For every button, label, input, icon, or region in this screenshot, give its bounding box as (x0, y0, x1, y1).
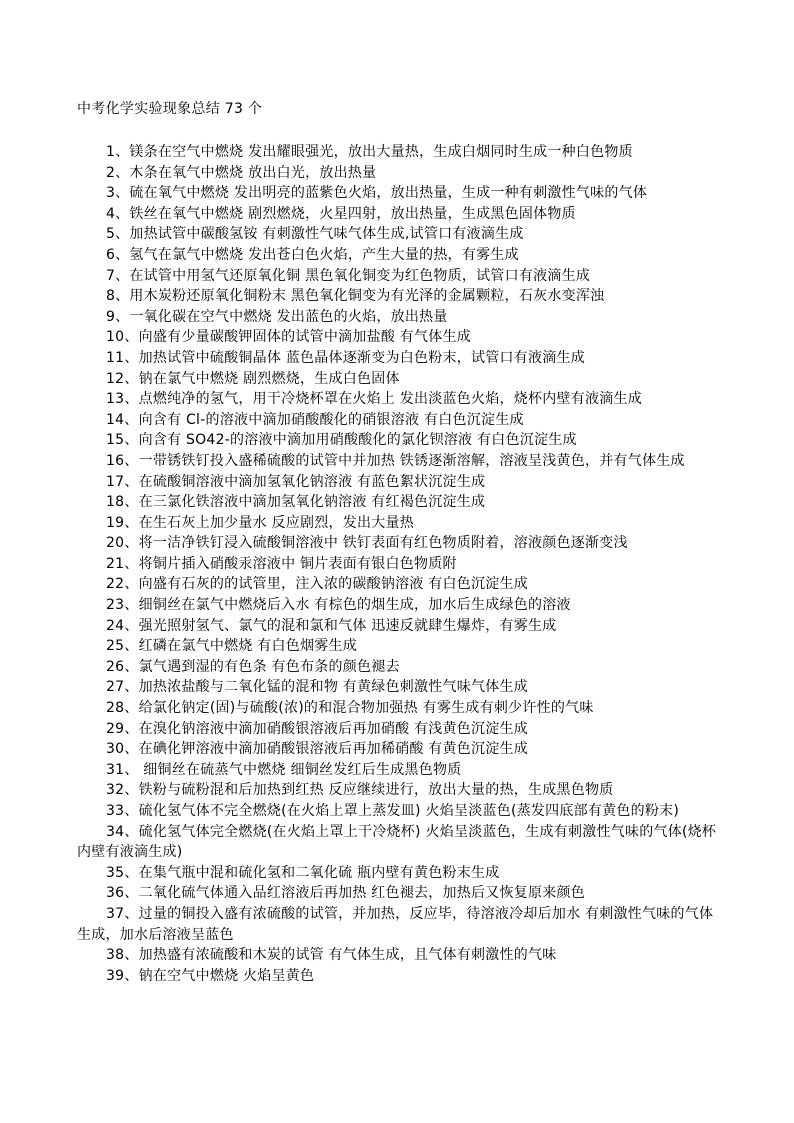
list-item (77, 801, 717, 822)
experiment-list (77, 142, 717, 986)
item-text: 强光照射氢气、氯气的混和氯和气体 迅速反就肆生爆炸，有雾生成 (138, 617, 557, 634)
list-item (77, 327, 717, 348)
item-number: 11、 (106, 349, 139, 366)
list-item (77, 595, 717, 616)
item-number: 28、 (106, 700, 139, 717)
item-text: 在溴化钠溶液中滴加硝酸银溶液后再加硝酸 有浅黄色沉淀生成 (138, 720, 529, 737)
item-text: 加热试管中碳酸氢铵 有刺激性气味气体生成,试管口有液滴生成 (129, 226, 524, 243)
item-number: 15、 (106, 432, 139, 449)
item-number: 8、 (106, 288, 130, 305)
item-text: 用木炭粉还原氧化铜粉末 黑色氧化铜变为有光泽的金属颗粒，石灰水变浑浊 (129, 288, 605, 305)
list-item (77, 616, 717, 637)
item-number: 19、 (106, 514, 139, 531)
item-text: 钠在空气中燃烧 火焰呈黄色 (138, 967, 315, 984)
item-number: 30、 (106, 741, 139, 758)
item-number: 14、 (106, 411, 139, 428)
item-number: 6、 (106, 246, 130, 263)
item-text: 细铜丝在硫蒸气中燃烧 细铜丝发红后生成黑色物质 (138, 761, 462, 778)
item-number: 22、 (106, 576, 139, 593)
item-text: 在集气瓶中混和硫化氢和二氧化硫 瓶内壁有黄色粉末生成 (138, 864, 500, 881)
item-text: 在三氯化铁溶液中滴加氢氧化钠溶液 有红褐色沉淀生成 (138, 494, 486, 511)
list-item (77, 677, 717, 698)
item-number: 13、 (106, 391, 139, 408)
item-number: 39、 (106, 967, 139, 984)
item-text: 铁丝在氧气中燃烧 剧烈燃烧，火星四射，放出热量，生成黑色固体物质 (129, 205, 576, 222)
list-item (77, 945, 717, 966)
item-number: 12、 (106, 370, 139, 387)
list-item (77, 554, 717, 575)
item-text: 在碘化钾溶液中滴加硝酸银溶液后再加稀硝酸 有黄色沉淀生成 (138, 741, 529, 758)
list-item (77, 780, 717, 801)
item-text: 在硫酸铜溶液中滴加氢氧化钠溶液 有蓝色絮状沉淀生成 (138, 473, 486, 490)
list-item (77, 904, 717, 945)
item-number: 9、 (106, 308, 130, 325)
item-number: 2、 (106, 164, 130, 181)
list-item (77, 451, 717, 472)
item-number: 27、 (106, 679, 139, 696)
list-item (77, 410, 717, 431)
list-item (77, 574, 717, 595)
item-number: 5、 (106, 226, 130, 243)
item-text: 红磷在氯气中燃烧 有白色烟雾生成 (138, 638, 358, 655)
item-number: 24、 (106, 617, 139, 634)
item-number: 38、 (106, 947, 139, 964)
item-number: 25、 (106, 638, 139, 655)
item-text: 向盛有石灰的的试管里，注入浓的碳酸钠溶液 有白色沉淀生成 (138, 576, 529, 593)
item-text: 向含有 Cl-的溶液中滴加硝酸酸化的硝银溶液 有白色沉淀生成 (138, 411, 524, 428)
list-item (77, 348, 717, 369)
list-item (77, 245, 717, 266)
item-text: 一带锈铁钉投入盛稀硫酸的试管中并加热 铁锈逐渐溶解，溶液呈浅黄色，并有气体生成 (138, 452, 685, 469)
item-number: 21、 (106, 555, 139, 572)
list-item (77, 183, 717, 204)
list-item (77, 224, 717, 245)
list-item (77, 513, 717, 534)
list-item (77, 286, 717, 307)
list-item (77, 636, 717, 657)
item-text: 加热试管中硫酸铜晶体 蓝色晶体逐渐变为白色粉末，试管口有液滴生成 (138, 349, 586, 366)
item-text: 加热盛有浓硫酸和木炭的试管 有气体生成，且气体有刺激性的气味 (138, 947, 557, 964)
item-number: 10、 (106, 329, 139, 346)
item-text: 加热浓盐酸与二氧化锰的混和物 有黄绿色刺激性气味气体生成 (138, 679, 529, 696)
list-item (77, 163, 717, 184)
item-text: 镁条在空气中燃烧 发出耀眼强光，放出大量热，生成白烟同时生成一种白色物质 (129, 144, 633, 160)
item-number: 20、 (106, 535, 139, 552)
list-item (77, 204, 717, 225)
item-text: 给氯化钠定(固)与硫酸(浓)的和混合物加强热 有雾生成有刺少许性的气味 (138, 700, 594, 717)
item-number: 37、 (106, 905, 139, 922)
item-text: 木条在氧气中燃烧 放出白光，放出热量 (129, 164, 377, 181)
list-item (77, 822, 717, 863)
list-item (77, 883, 717, 904)
item-number: 33、 (106, 803, 139, 819)
item-text: 钠在氯气中燃烧 剧烈燃烧，生成白色固体 (138, 370, 400, 387)
list-item (77, 307, 717, 328)
item-number: 31、 (106, 761, 139, 778)
item-text: 氢气在氯气中燃烧 发出苍白色火焰，产生大量的热，有雾生成 (129, 246, 519, 263)
item-number: 17、 (106, 473, 139, 490)
item-number: 18、 (106, 494, 139, 511)
item-text: 在生石灰上加少量水 反应剧烈，发出大量热 (138, 514, 415, 531)
item-text: 二氧化硫气体通入品红溶液后再加热 红色褪去，加热后又恢复原来颜色 (138, 885, 586, 902)
list-item (77, 472, 717, 493)
list-item (77, 369, 717, 390)
item-text: 点燃纯净的氢气，用干冷烧杯罩在火焰上 发出淡蓝色火焰，烧杯内壁有液滴生成 (138, 391, 643, 408)
item-text: 细铜丝在氯气中燃烧后入水 有棕色的烟生成，加水后生成绿色的溶液 (138, 597, 571, 614)
list-item (77, 266, 717, 287)
item-number: 26、 (106, 658, 139, 675)
item-number: 34、 (106, 823, 139, 840)
list-item (77, 533, 717, 554)
list-item (77, 966, 717, 987)
item-text: 一氧化碳在空气中燃烧 发出蓝色的火焰，放出热量 (129, 308, 448, 325)
item-number: 4、 (106, 205, 130, 222)
document-title: 中考化学实验现象总结 73 个 (77, 101, 263, 117)
item-number: 32、 (106, 782, 139, 799)
item-number: 36、 (106, 885, 139, 902)
item-number: 35、 (106, 864, 139, 881)
item-text: 硫化氢气体不完全燃烧(在火焰上罩上蒸发皿) 火焰呈淡蓝色(蒸发四底部有黄色的粉末) (138, 803, 680, 819)
list-item (77, 142, 717, 163)
list-item (77, 657, 717, 678)
item-text: 向盛有少量碳酸钾固体的试管中滴加盐酸 有气体生成 (138, 329, 472, 346)
list-item (77, 698, 717, 719)
item-text: 氯气遇到湿的有色条 有色布条的颜色褪去 (138, 658, 400, 675)
list-item (77, 760, 717, 781)
item-text: 硫在氧气中燃烧 发出明亮的蓝紫色火焰，放出热量，生成一种有刺激性气味的气体 (129, 185, 648, 202)
item-number: 29、 (106, 720, 139, 737)
item-number: 23、 (106, 597, 139, 614)
list-item (77, 719, 717, 740)
list-item (77, 739, 717, 760)
item-number: 3、 (106, 185, 130, 202)
list-item (77, 389, 717, 410)
item-text: 将铜片插入硝酸汞溶液中 铜片表面有银白色物质附 (138, 555, 457, 572)
item-number: 16、 (106, 452, 139, 469)
item-text: 向含有 SO42-的溶液中滴加用硝酸酸化的氯化钡溶液 有白色沉淀生成 (138, 432, 577, 449)
item-text: 将一洁净铁钉浸入硫酸铜溶液中 铁钉表面有红色物质附着，溶液颜色逐渐变浅 (138, 535, 628, 552)
item-text: 在试管中用氢气还原氧化铜 黑色氧化铜变为红色物质，试管口有液滴生成 (129, 267, 591, 284)
list-item (77, 492, 717, 513)
item-text: 硫化氢气体完全燃烧(在火焰上罩上干冷烧杯) 火焰呈淡蓝色，生成有刺激性气味的气体(烧杯内壁有液滴生成) (77, 823, 717, 861)
item-text: 过量的铜投入盛有浓硫酸的试管，并加热，反应毕，待溶液冷却后加水 有刺激性气味的气体生成，加水后溶液呈蓝色 (77, 905, 714, 943)
list-item (77, 430, 717, 451)
item-number: 1、 (106, 144, 130, 160)
list-item (77, 863, 717, 884)
item-number: 7、 (106, 267, 130, 284)
item-text: 铁粉与硫粉混和后加热到红热 反应继续进行，放出大量的热，生成黑色物质 (138, 782, 614, 799)
